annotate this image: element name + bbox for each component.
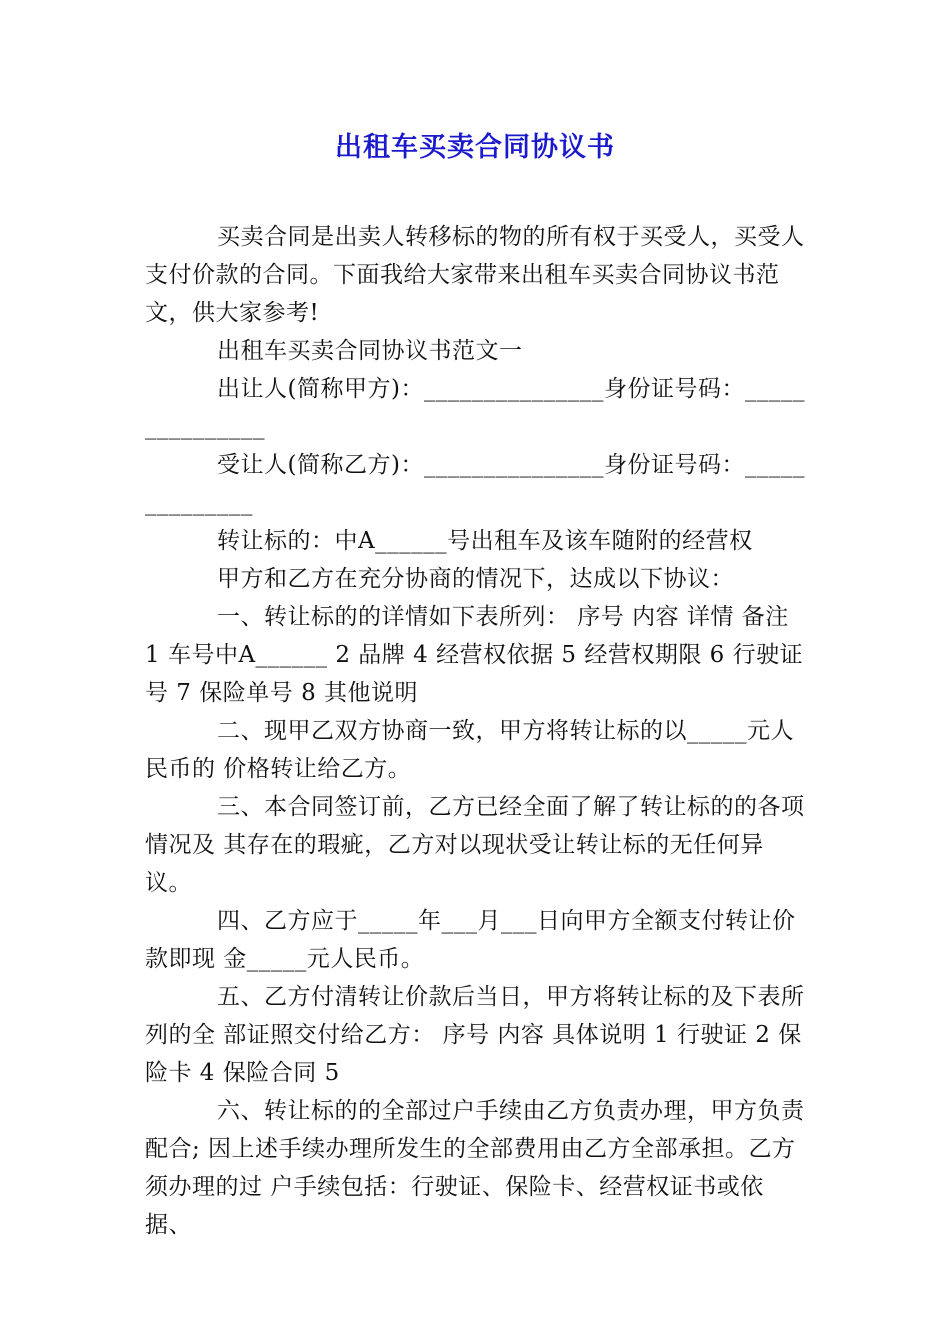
paragraph-intro: 买卖合同是出卖人转移标的物的所有权于买受人，买受人支付价款的合同。下面我给大家带来出租车买卖合同协议书范文，供大家参考! (145, 224, 805, 326)
paragraph-clause-5: 五、乙方付清转让价款后当日，甲方将转让标的及下表所列的全 部证照交付给乙方： 序号 内容 具体说明 1 行驶证 2 保险卡 4 保险合同 5 (145, 984, 805, 1086)
paragraph-subject: 转让标的：中A______号出租车及该车随附的经营权 (217, 528, 753, 554)
paragraph-clause-4: 四、乙方应于_____年___月___日向甲方全额支付转让价款即现 金_____元人民币。 (145, 908, 796, 972)
paragraph-clause-3: 三、本合同签订前，乙方已经全面了解了转让标的的各项情况及 其存在的瑕疵，乙方对以现状受让转让标的无任何异议。 (145, 794, 805, 896)
document-body (145, 218, 807, 1244)
paragraph-clause-2: 二、现甲乙双方协商一致，甲方将转让标的以_____元人民币的 价格转让给乙方。 (145, 718, 794, 782)
paragraph-clause-6: 六、转让标的的全部过户手续由乙方负责办理，甲方负责配合; 因上述手续办理所发生的全部费用由乙方全部承担。乙方须办理的过 户手续包括：行驶证、保险卡、经营权证书或依据、 (145, 1098, 805, 1238)
paragraph-clause-1: 一、转让标的的详情如下表所列： 序号 内容 详情 备注 1 车号中A______ 2 品牌 4 经营权依据 5 经营权期限 6 行驶证号 7 保险单号 8 其他说明 (145, 604, 804, 706)
document-title: 出租车买卖合同协议书 (335, 132, 615, 163)
paragraph-agreement-intro: 甲方和乙方在充分协商的情况下，达成以下协议： (217, 566, 734, 592)
paragraph-sample-heading: 出租车买卖合同协议书范文一 (217, 338, 523, 364)
paragraph-seller: 出让人(简称甲方)：_______________身份证号码：_______________ (145, 376, 805, 440)
paragraph-buyer: 受让人(简称乙方)：_______________身份证号码：______________ (145, 452, 805, 516)
